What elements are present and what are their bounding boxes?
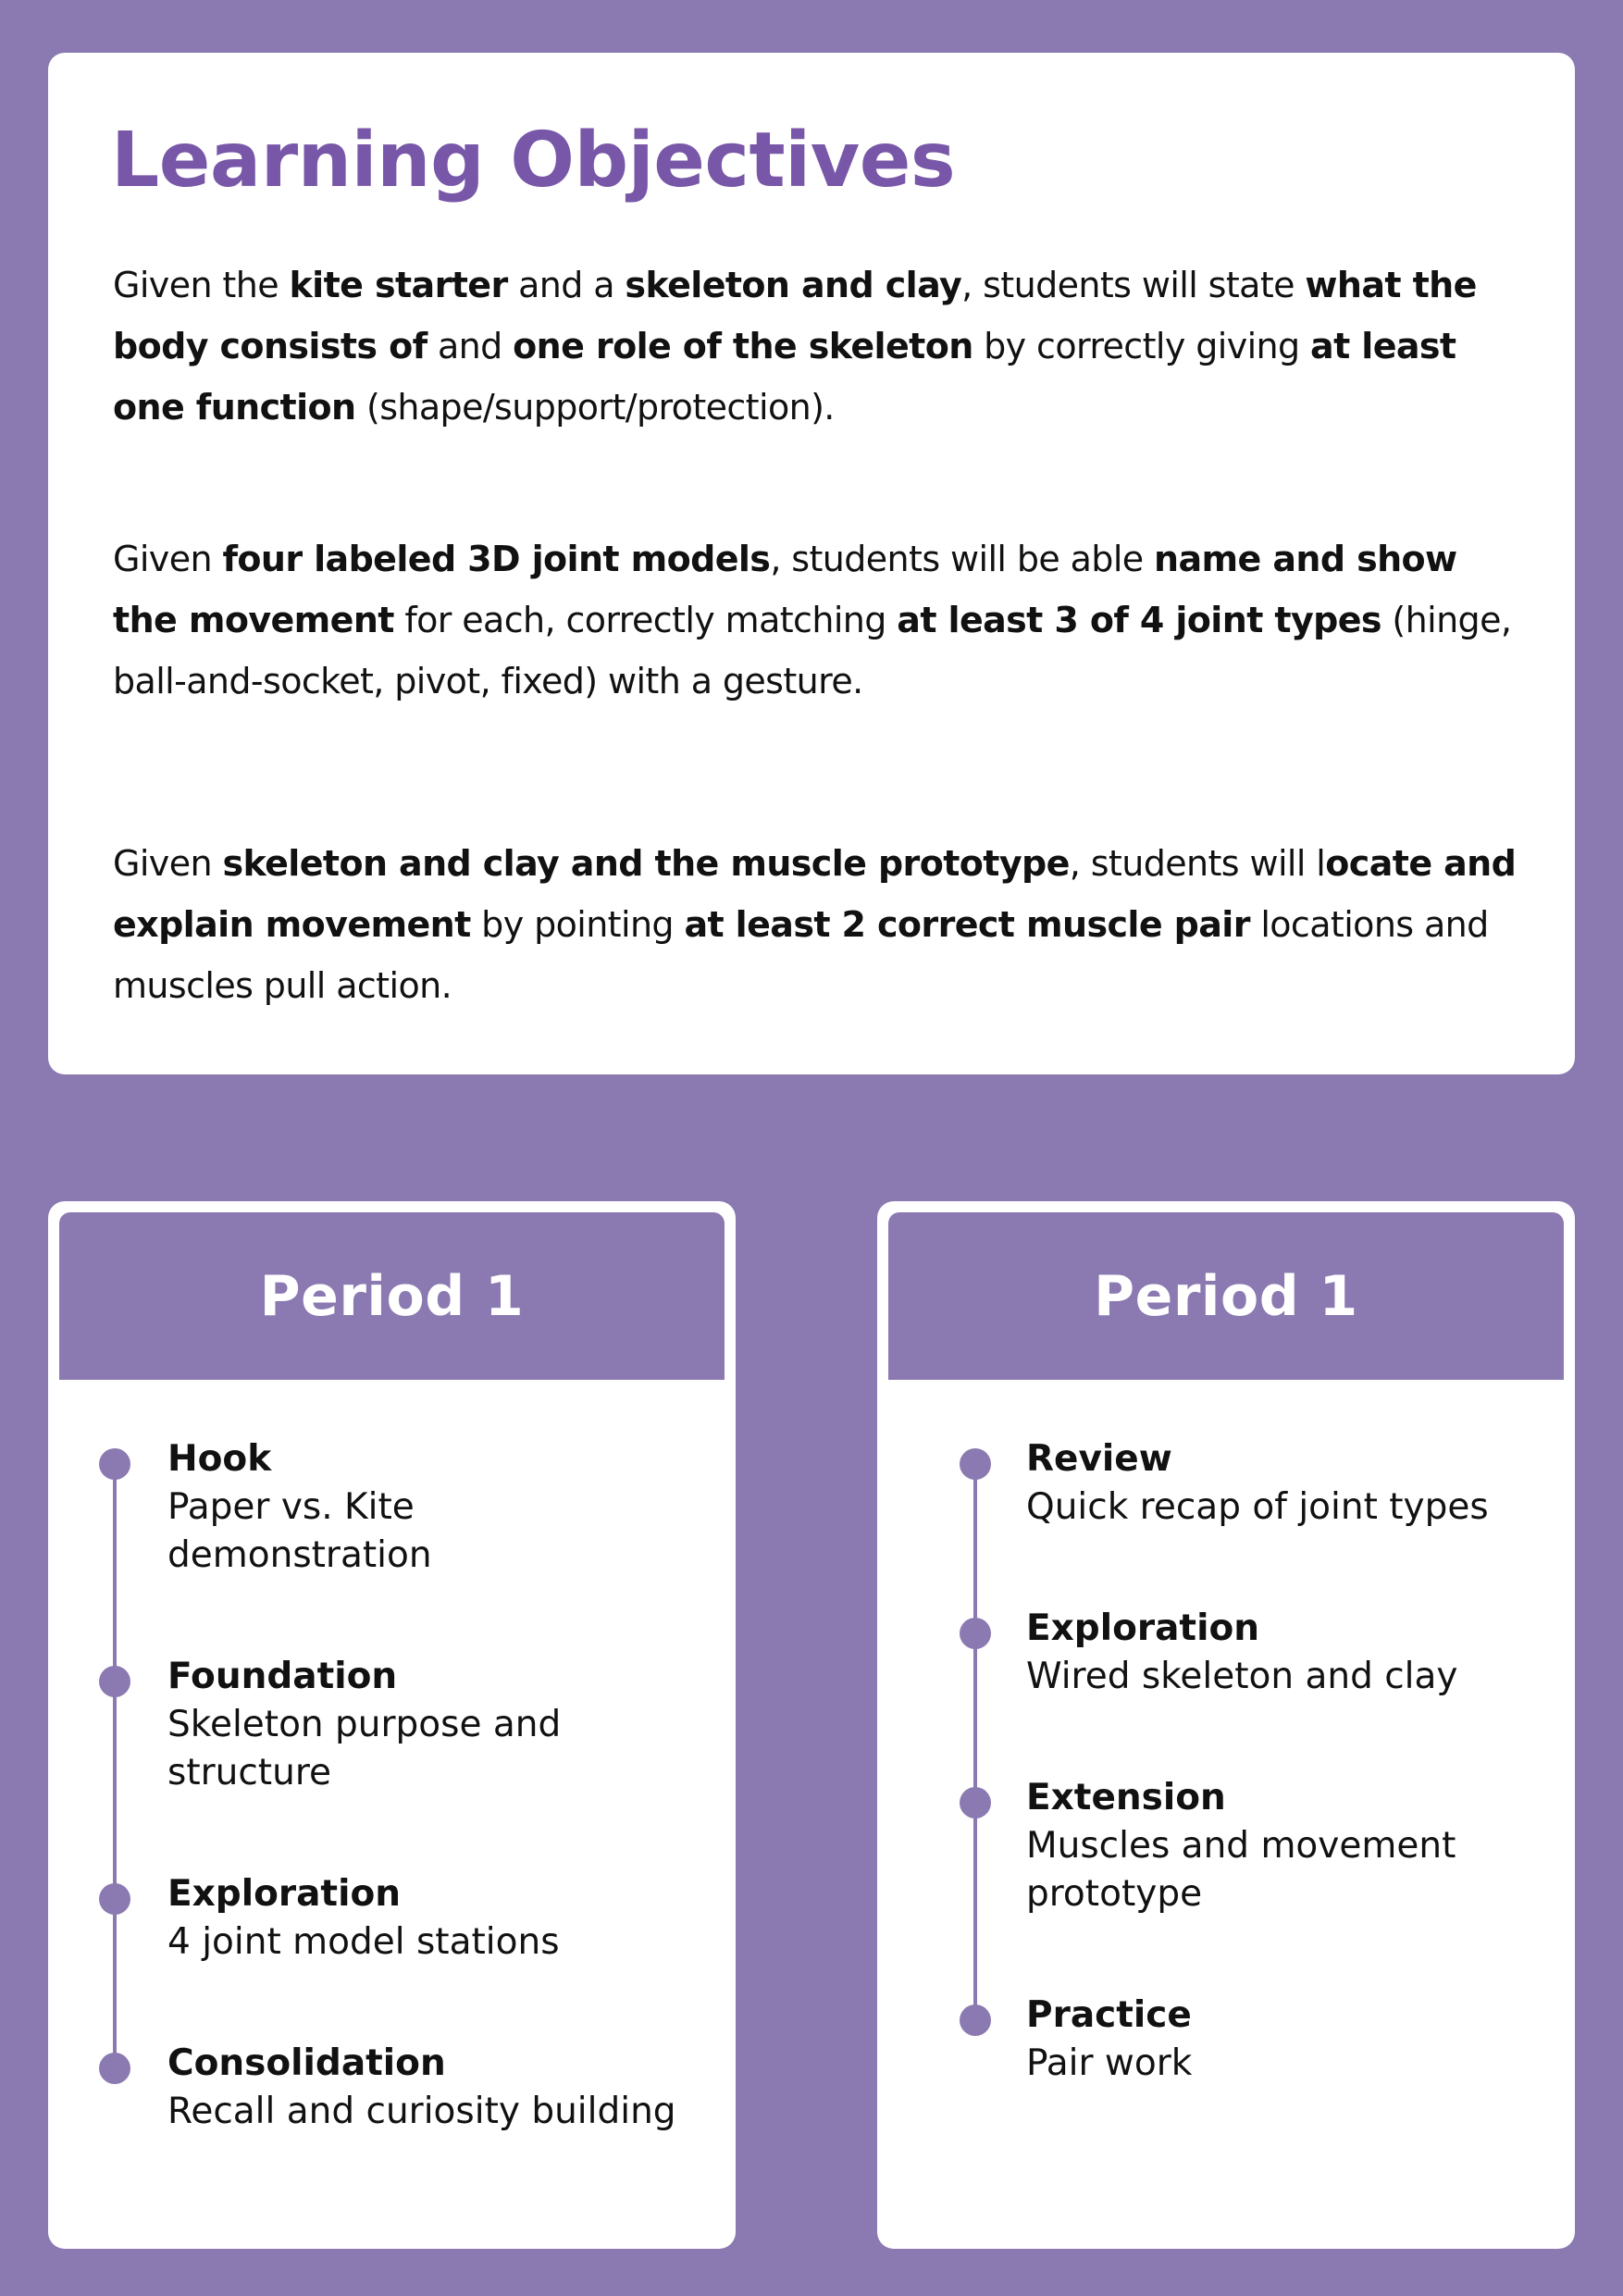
step-description: Wired skeleton and clay [1026, 1656, 1458, 1697]
objective-emphasis: skeleton and clay and the muscle prototype [222, 843, 1070, 884]
step-description: Pair work [1026, 2042, 1193, 2084]
objective-text: (shape/support/protection). [355, 387, 835, 428]
step-description: Paper vs. Kite demonstration [167, 1486, 432, 1576]
objective-text: Given [113, 539, 223, 579]
timeline-step [167, 1870, 686, 1967]
objective-emphasis: skeleton and clay [625, 265, 962, 305]
timeline-dot [99, 1448, 130, 1480]
timeline-dot [960, 1448, 991, 1480]
step-title: Exploration [1026, 1607, 1259, 1649]
timeline-dot [960, 1618, 991, 1649]
timeline-dot [99, 2053, 130, 2084]
timeline-step [167, 1653, 686, 1797]
objective-emphasis: at least 3 of 4 joint types [897, 600, 1381, 640]
step-description: Skeleton purpose and structure [167, 1704, 562, 1793]
step-description: 4 joint model stations [167, 1921, 560, 1963]
objective-emphasis: at least 2 correct muscle pair [684, 904, 1250, 945]
objectives-title: Learning Objectives [111, 117, 956, 205]
learning-objectives-card [48, 53, 1575, 1074]
timeline-step [167, 2040, 686, 2136]
step-title: Hook [167, 1438, 272, 1480]
objective-emphasis: name and show the movement [113, 539, 1457, 640]
objective-text: for each, correctly matching [393, 600, 898, 640]
objective-emphasis: at least one function [113, 326, 1456, 428]
timeline-dot [960, 2004, 991, 2036]
objective-text: locations and muscles pull action. [113, 904, 1489, 1006]
objective-emphasis: ocate and explain movement [113, 843, 1517, 945]
objective-text: , students will l [1069, 843, 1326, 884]
objective-text: (hinge, ball-and-socket, pivot, fixed) with a gesture. [113, 600, 1512, 701]
objective-text: Given [113, 843, 223, 884]
timeline-line [113, 1463, 117, 2065]
step-description: Quick recap of joint types [1026, 1486, 1489, 1528]
timeline-step [1026, 1774, 1544, 1918]
timeline-dot [99, 1666, 130, 1697]
step-title: Practice [1026, 1994, 1192, 2036]
step-description: Muscles and movement prototype [1026, 1825, 1456, 1915]
timeline-dot [960, 1787, 991, 1818]
objective-emphasis: what the body consists of [113, 265, 1477, 366]
timeline-step [1026, 1435, 1544, 1532]
objective-3 [113, 833, 1529, 1016]
step-description: Recall and curiosity building [167, 2091, 676, 2132]
period-card-left [48, 1201, 736, 2249]
timeline-line [973, 1463, 977, 2018]
objective-text: by correctly giving [973, 326, 1311, 366]
step-title: Consolidation [167, 2042, 446, 2084]
period-card-right [877, 1201, 1575, 2249]
objective-1 [113, 254, 1529, 438]
timeline-step [1026, 1992, 1544, 2088]
timeline-step [167, 1435, 686, 1580]
objective-emphasis: kite starter [289, 265, 508, 305]
timeline-step [1026, 1605, 1544, 1701]
step-title: Exploration [167, 1873, 401, 1915]
objective-text: , students will state [961, 265, 1306, 305]
objective-emphasis: one role of the skeleton [513, 326, 973, 366]
step-title: Review [1026, 1438, 1172, 1480]
objective-text: by pointing [470, 904, 685, 945]
objective-2 [113, 528, 1529, 712]
step-title: Foundation [167, 1656, 398, 1697]
objective-text: , students will be able [770, 539, 1155, 579]
objective-emphasis: four labeled 3D joint models [222, 539, 771, 579]
period-title: Period 1 [888, 1212, 1564, 1380]
period-title: Period 1 [59, 1212, 725, 1380]
step-title: Extension [1026, 1777, 1226, 1818]
objective-text: Given the [113, 265, 290, 305]
objective-text: and [427, 326, 514, 366]
objective-text: and a [507, 265, 626, 305]
timeline-dot [99, 1883, 130, 1915]
